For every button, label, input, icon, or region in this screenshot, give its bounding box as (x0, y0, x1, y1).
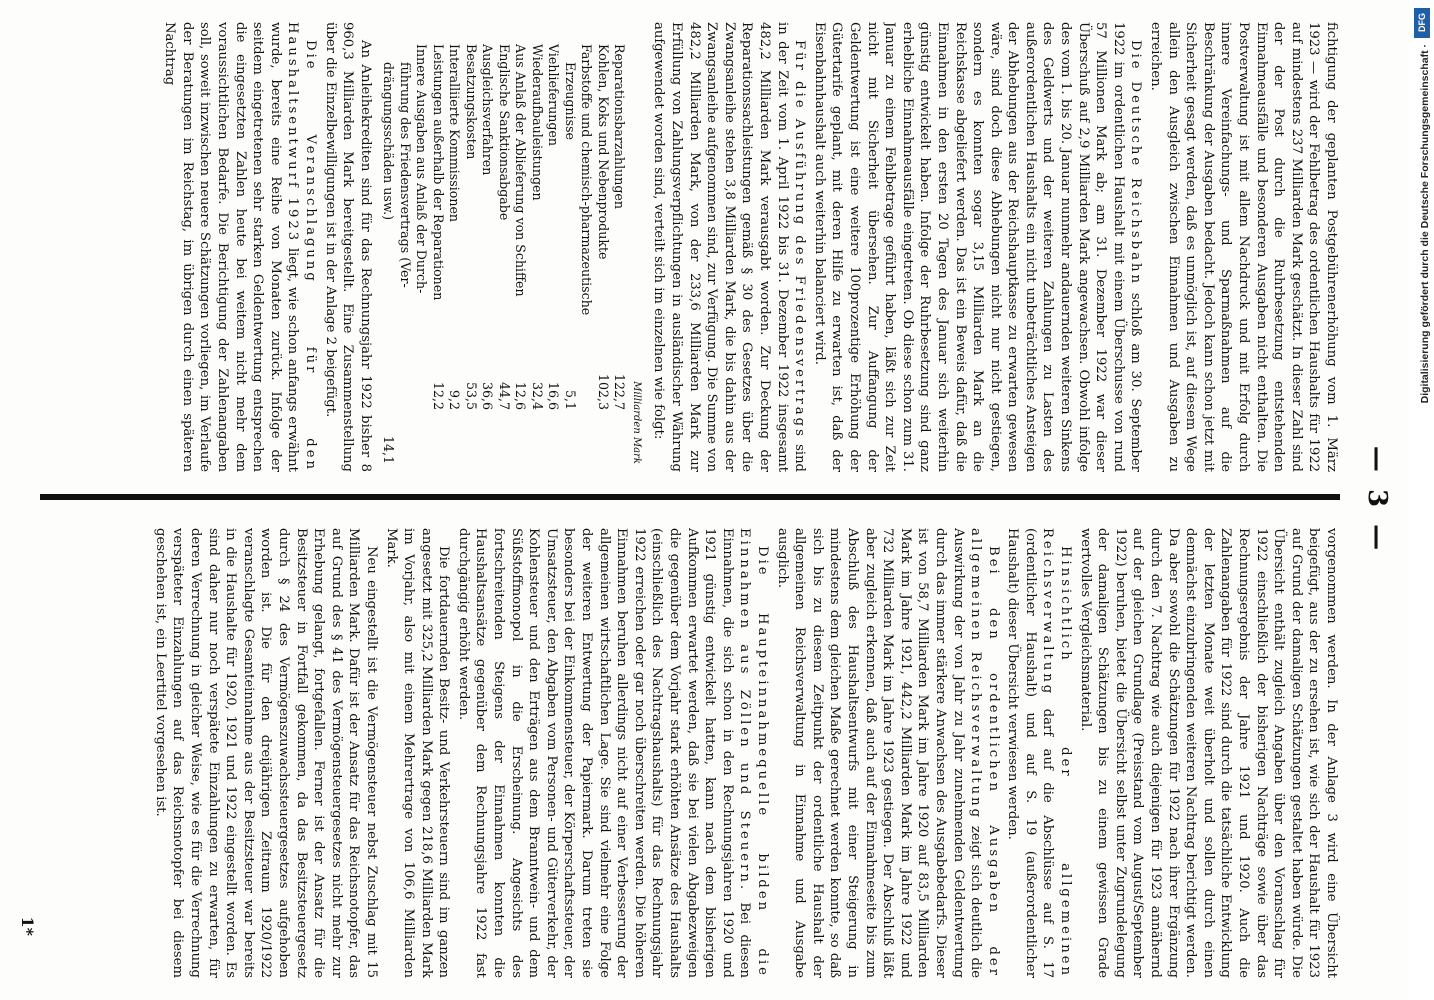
row-value-total (495, 410, 512, 464)
dfg-logo: DFG (1414, 8, 1430, 38)
row-value-total (594, 410, 611, 464)
row-label: Erzeugnisse (562, 62, 578, 140)
row-value-total (545, 410, 562, 464)
row-value: 12,6 (513, 381, 529, 410)
left-column (30, 22, 1340, 472)
row-value: 102,3 (595, 373, 611, 410)
row-label: Reparationsbarzahlungen (612, 44, 628, 209)
row-label: Besatzungskosten (463, 44, 479, 160)
table-row (429, 44, 446, 464)
section-lead: Die Veranschlagung für den Haushaltsentwurf 1923 (285, 22, 319, 472)
dfg-credit: Digitalisierung gefördert durch die Deutsche Forschungsgemeinschaft · (1419, 44, 1431, 404)
row-value (380, 356, 397, 410)
row-label: Englische Sanktionsabgabe (496, 44, 512, 221)
paragraph (810, 22, 1144, 472)
table-row (561, 44, 578, 464)
paragraph-text: zeigt sich deutlich die Auswirkung der von Jahr zu Jahr zunehmenden Geldentwertung durch das immer stärkere Anwachsen des Ausgabebedarfs. Dieser ist von 58,7 Milliarden Mark im Jahre 1920 auf 83,5 Milliarden Mark im Jahre 1921, 442,2 Milliarden Mark im Jahre 1922 und 732 Milliarden Mark im Jahre 1923 gestiegen. Der Abschluß läßt aber zugleich erkennen, daß auch auf der Einnahmeseite bis zum Abschluß des Haushaltsentwurfs mit einer Steigerung in mindestens dem gleichen Maße gerechnet werden konnte, so daß sich bis zu diesem Zeitpunkt der ordentliche Haushalt der allgemeinen Reichsverwaltung in Einnahme und Ausgabe ausglich. (774, 528, 984, 978)
paragraph-text: darf auf die Abschlüsse auf S. 17 (ordentlicher Haushalt) und auf S. 19 (außerordentlicher Haushalt) dieser Übersicht verwiesen werden. (1005, 528, 1056, 978)
table-row (578, 44, 595, 464)
row-value: 12,2 (430, 381, 446, 410)
table-row (495, 44, 512, 464)
table-row (413, 44, 430, 464)
page-number: — 3 — (1362, 445, 1392, 555)
row-label: Leistungen außerhalb der Reparationen (430, 44, 446, 301)
row-value-total (413, 410, 430, 464)
table-row (611, 44, 628, 464)
signature-mark: 1* (18, 916, 37, 936)
table-header: Milliarden Mark (630, 381, 642, 464)
paragraph: Neu eingestellt ist die Vermögensteuer nebst Zuschlag mit 15 Milliarden Mark. Dafür ist der Ansatz für das Reichsnotopfer, das auf Grund des § 41 des Vermögensteuergesetzes nicht mehr zur Erhebung gelangt, fortgefallen. Ferner ist der Ansatz für die Besitzsteuer in Fortfall gekommen, da das Besitzsteuergesetz durch § 24 des Vermögenszuwachssteuergesetzes aufgehoben worden ist. Die für den dreijährigen Zeitraum 1920/1922 veranschlagte Gesamteinnahme aus der Besitzsteuer war bereits in die Haushalte für 1920, 1921 und 1922 eingestellt worden. Es sind daher nur noch verspätete Einzahlungen zu erwarten, für deren Verrechnung in gleicher Weise, wie es für die Verrechnung verspäteter Einzahlungen auf das Reichsnotopfer bei diesem geschehen ist, ein Leertitel vorgesehen ist. (152, 528, 379, 978)
table-row (594, 44, 611, 464)
row-value (396, 356, 413, 410)
section-lead: Die Deutsche Reichsbahn (1128, 40, 1144, 286)
row-value-total (578, 410, 595, 464)
row-value: 122,7 (612, 373, 628, 410)
row-value-total (528, 410, 545, 464)
paragraph-text: sind in der Zeit vom 1. April 1922 bis 31. Dezember 1922 insgesamt 482,2 Milliarden Mark verausgabt worden. Zur Deckung der Reparationssachleistungen gemäß § 30 des Gesetzes über die Zwangsanleihe stehen 3,8 Milliarden Mark, die bis dahin aus der Zwangsanleihe aufgenommen sind, zur Verfügung. Die Summe von 482,2 Milliarden Mark, von der 233,6 Milliarden Mark zur Erfüllung von Zahlungsverpflichtungen in ausländischer Währung aufgewendet worden sind, verteilt sich im einzelnen wie folgt: (651, 22, 808, 472)
row-value-total (446, 410, 463, 464)
paragraph (1004, 528, 1074, 978)
row-value: 5,1 (562, 389, 578, 410)
row-value: 9,2 (447, 389, 463, 410)
row-label: Farbstoffe und chemisch-pharmazeutische (579, 44, 595, 316)
paragraph (454, 528, 771, 978)
paragraph: fichtigung der geplanten Postgebührenerhöhung vom 1. März 1923 — wird der Fehlbetrag des ordentlichen Haushalts für 1922 auf mindestens 237 Milliarden Mark geschätzt. In dieser Zahl sind der der Post durch die Ruhrbesetzung entstehenden Einnahmeausfälle und besonderen Ausgaben nicht enthalten. Die Postverwaltung ist mit allem Nachdruck und mit Erfolg durch innere Vereinfachungs- und Sparmaßnahmen auf die Beschränkung der Ausgaben bedacht. Jedoch kann schon jetzt mit Sicherheit gesagt werden, daß es unmöglich ist, auf diesem Wege allein den Ausgleich zwischen Einnahmen und Ausgaben zu erreichen. (1148, 22, 1339, 472)
row-value-total (462, 410, 479, 464)
table-row (396, 44, 413, 464)
section-lead: Für die Ausführung des Friedensvertrags (792, 40, 808, 439)
paragraph-text: Bei diesen Einnahmen, die sich schon in den Rechnungsjahren 1920 und 1921 günstig entwickelt hatten, kann nach dem bisherigen Aufkommen erwartet werden, daß sie bei vielen Abgabezweigen die gegenüber dem Vorjahr stark erhöhten Ansätze des Haushalts (einschließlich des Nachtragshaushalts) für das Rechnungsjahr 1922 erreichen oder gar noch überschreiten werden. Die höheren Einnahmen beruhen allerdings nicht auf einer Verbesserung der allgemeinen wirtschaftlichen Lage. Sie sind vielmehr eine Folge der weiteren Entwertung der Papiermark. Darum treten sie besonders bei der Einkommensteuer, der Körperschaftssteuer, der Umsatzsteuer, den Abgaben vom Personen- und Güterverkehr, der Kohlensteuer und den Erträgen aus dem Branntwein- und dem Süßstoffmonopol in die Erscheinung. Angesichts des fortschreitenden Steigens der Einnahmen konnten die Haushaltsansätze gegenüber dem Rechnungsjahre 1922 fast durchgängig erhöht werden. (455, 528, 753, 978)
right-column (30, 528, 1340, 978)
dfg-sidebar (1408, 0, 1434, 1000)
expenditure-table (380, 44, 644, 464)
paragraph (773, 528, 1002, 978)
column-divider (40, 494, 1340, 500)
table-row (512, 44, 529, 464)
section-lead: Hinsichtlich der allgemeinen Reichsverwaltung (1040, 528, 1074, 978)
row-label: führung des Friedensvertrags (Ver- (397, 62, 413, 288)
row-value-total (396, 410, 413, 464)
row-label: Ausgleichsverfahren (480, 44, 496, 176)
table-row (545, 44, 562, 464)
row-value: 16,6 (546, 381, 562, 410)
paragraph (161, 22, 319, 472)
paragraph: vorgenommen werden. In der Anlage 3 wird eine Übersicht beigefügt, aus der zu ersehen ist, wie sich der Haushalt für 1923 auf Grund der damaligen Schätzungen gestaltet haben würde. Die Übersicht enthält zugleich Angaben über den Voranschlag für 1922 einschließlich der bisherigen Nachträge sowie über das Rechnungsergebnis der Jahre 1921 und 1920. Auch die Zahlenangaben für 1922 sind durch die tatsächliche Entwicklung der letzten Monate weit überholt und sollen durch einen demnächst einzubringenden weiteren Nachtrag berichtigt werden. Da aber sowohl die Schätzungen für 1922 nach ihrer Ergänzung durch den 7. Nachtrag wie auch diejenigen für 1923 annähernd auf der gleichen Grundlage (Preisstand vom August/September 1922) beruhen, bietet die Übersicht selbst unter Zugrundelegung der damaligen Schätzungen bis zu einem gewissen Grade wertvolles Vergleichsmaterial. (1077, 528, 1339, 978)
section-lead: Bei den ordentlichen Ausgaben der allgemeinen Reichsverwaltung (968, 528, 1001, 978)
row-value-total (611, 410, 628, 464)
row-label: Innere Ausgaben aus Anlaß der Durch- (414, 44, 430, 294)
row-label: Viehlieferungen (546, 44, 562, 146)
row-value-total (561, 410, 578, 464)
table-row (479, 44, 496, 464)
paragraph: An Anleihekrediten sind für das Rechnungsjahr 1922 bisher 8 960,3 Milliarden Mark bereitgestellt. Eine Zusammenstellung über die Einzelbewilligungen ist in der Anlage 2 beigefügt. (322, 22, 373, 472)
row-value-total: 14,1 (381, 435, 397, 464)
row-label: drängungsschäden usw.) (381, 62, 397, 221)
paragraph (650, 22, 808, 472)
row-label: Wiederaufbauleistungen (529, 44, 545, 201)
row-label: Aus Anlaß der Ablieferung von Schiffen (513, 44, 529, 297)
table-row (446, 44, 463, 464)
row-value-total (512, 410, 529, 464)
paragraph-text: liegt, wie schon anfangs erwähnt wurde, bereits eine Reihe von Monaten zurück. Infolge der seitdem eingetretenen sehr starken Geldentwertung entsprechen die eingesetzten Zahlen heute bei weitem nicht mehr dem voraussichtlichen Bedarfe. Die Berichtigung der Zahlenangaben soll, soweit inzwischen neuere Schätzungen vorliegen, im Verlaufe der Beratungen im Reichstag, im übrigen durch einen späteren Nachtrag (162, 22, 301, 472)
row-value (413, 356, 430, 410)
section-lead: Die Haupteinnahmequelle bilden die Einnahmen aus Zöllen und Steuern. (737, 528, 770, 978)
row-value (578, 356, 595, 410)
row-value: 32,4 (529, 381, 545, 410)
row-value: 36,6 (480, 381, 496, 410)
row-value: 53,5 (463, 381, 479, 410)
table-row (528, 44, 545, 464)
row-label: Kohlen, Koks und Nebenprodukte (595, 44, 611, 260)
table-row (462, 44, 479, 464)
paragraph-text: schloß am 30. September 1922 im ordentlichen Haushalt mit einem Überschusse von rund 57 Millionen Mark ab; am 31. Dezember 1922 war dieser Überschuß auf 2,9 Milliarden Mark angewachsen. Obwohl infolge des vom 1. bis 20. Januar nunmehr andauernden weiteren Sinkens des Geldwerts und der weiteren Zahlungen zu Lasten des außerordentlichen Haushalts ein nicht unbeträchtliches Ansteigen der Abhebungen aus der Reichshauptkasse zu erwarten gewesen wäre, sind doch diese Abhebungen nicht nur nicht gestiegen, sondern es konnten sogar 3,15 Milliarden Mark an die Reichskasse abgeliefert werden. Das ist ein Beweis dafür, daß die Einnahmen in den ersten 20 Tagen des Januar sich weiterhin günstig entwickelt haben. Infolge der Ruhrbesetzung sind ganz erhebliche Einnahmeausfälle eingetreten. Ob diese schon zum 31. Januar zu einem Fehlbetrage geführt haben, läßt sich zur Zeit nicht mit Sicherheit übersehen. Zur Auffangung der Geldentwertung ist eine weitere 100prozentige Erhöhung der Gütertarife geplant, mit deren Hilfe zu erwarten ist, daß der Eisenbahnhaushalt auch weiterhin balanciert wird. (811, 22, 1144, 472)
row-value-total (429, 410, 446, 464)
row-value-total (479, 410, 496, 464)
table-row (380, 44, 397, 464)
row-label: Interalliierte Kommissionen (447, 44, 463, 223)
paragraph: Die fortdauernden Besitz- und Verkehrsteuern sind im ganzen angesetzt mit 325,2 Milliarden Mark gegen 218,6 Milliarden Mark im Vorjahr, also mit einem Mehrertrage von 106,6 Milliarden Mark. (383, 528, 452, 978)
row-value: 44,7 (496, 381, 512, 410)
